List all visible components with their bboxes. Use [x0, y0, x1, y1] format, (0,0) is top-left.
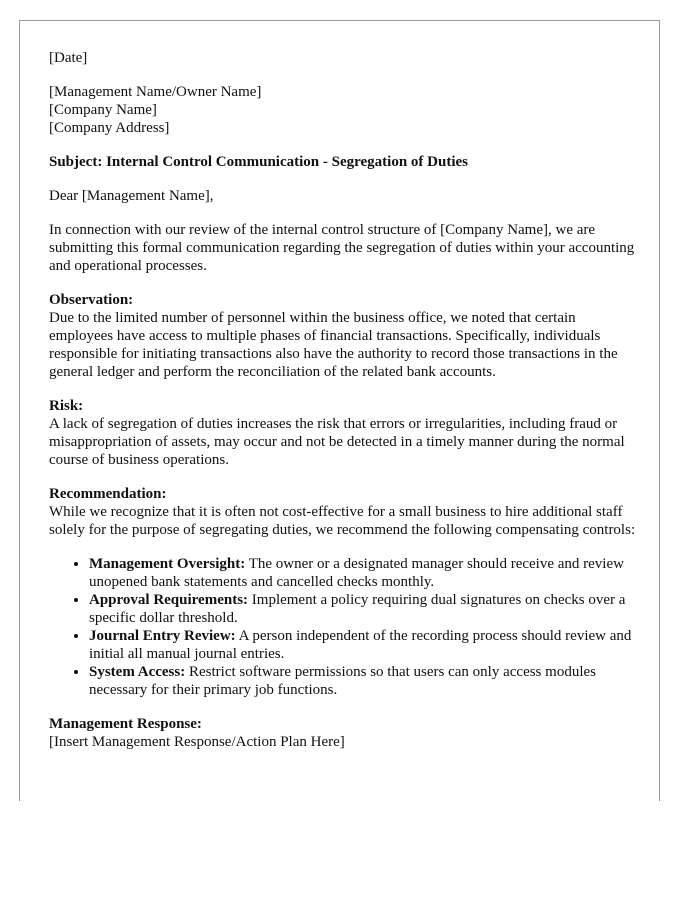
- list-item: [89, 555, 637, 591]
- list-item-text: Implement a policy requiring dual signatures on checks over a specific dollar threshold.: [89, 592, 626, 626]
- list-item-text: Restrict software permissions so that users can only access modules necessary for their primary job functions.: [89, 664, 596, 698]
- recipient-company: [Company Name]: [49, 102, 157, 118]
- recommendation-heading: Recommendation:: [49, 486, 167, 502]
- management-response-section: [49, 715, 637, 751]
- list-item: [89, 591, 637, 627]
- list-item-label: Management Oversight:: [89, 556, 246, 572]
- risk-section: [49, 397, 637, 469]
- letter-salutation: Dear [Management Name],: [49, 188, 214, 204]
- letter-intro: In connection with our review of the internal control structure of [Company Name], we are submitting this formal communication regarding the segregation of duties within your accounting and operational processes.: [49, 222, 635, 274]
- list-item-label: System Access:: [89, 664, 186, 680]
- letter-content: [49, 49, 637, 751]
- observation-text: Due to the limited number of personnel within the business office, we noted that certain employees have access to multiple phases of financial transactions. Specifically, individuals responsible for initiating transactions also have the authority to record those transactions in the general ledger and perform the reconciliation of the related bank accounts.: [49, 310, 618, 380]
- recommendation-list: [49, 555, 637, 699]
- observation-section: [49, 291, 637, 381]
- risk-heading: Risk:: [49, 398, 84, 414]
- recommendation-section: [49, 485, 637, 699]
- list-item: [89, 663, 637, 699]
- list-item-text: The owner or a designated manager should receive and review unopened bank statements and cancelled checks monthly.: [89, 556, 624, 590]
- letter-page: [19, 20, 660, 801]
- recipient-block: [49, 83, 637, 137]
- observation-heading: Observation:: [49, 292, 134, 308]
- list-item-text: A person independent of the recording process should review and initial all manual journal entries.: [89, 628, 632, 662]
- risk-text: A lack of segregation of duties increases the risk that errors or irregularities, including fraud or misappropriation of assets, may occur and not be detected in a timely manner during the normal course of business operations.: [49, 416, 625, 468]
- letter-subject: Subject: Internal Control Communication - Segregation of Duties: [49, 154, 469, 170]
- management-response-text: [Insert Management Response/Action Plan Here]: [49, 734, 345, 750]
- list-item-label: Journal Entry Review:: [89, 628, 236, 644]
- list-item: [89, 627, 637, 663]
- recommendation-text: While we recognize that it is often not cost-effective for a small business to hire additional staff solely for the purpose of segregating duties, we recommend the following compensating controls:: [49, 504, 636, 538]
- management-response-heading: Management Response:: [49, 716, 202, 732]
- letter-date: [Date]: [49, 50, 88, 66]
- recipient-name: [Management Name/Owner Name]: [49, 84, 262, 100]
- recipient-address: [Company Address]: [49, 120, 170, 136]
- list-item-label: Approval Requirements:: [89, 592, 249, 608]
